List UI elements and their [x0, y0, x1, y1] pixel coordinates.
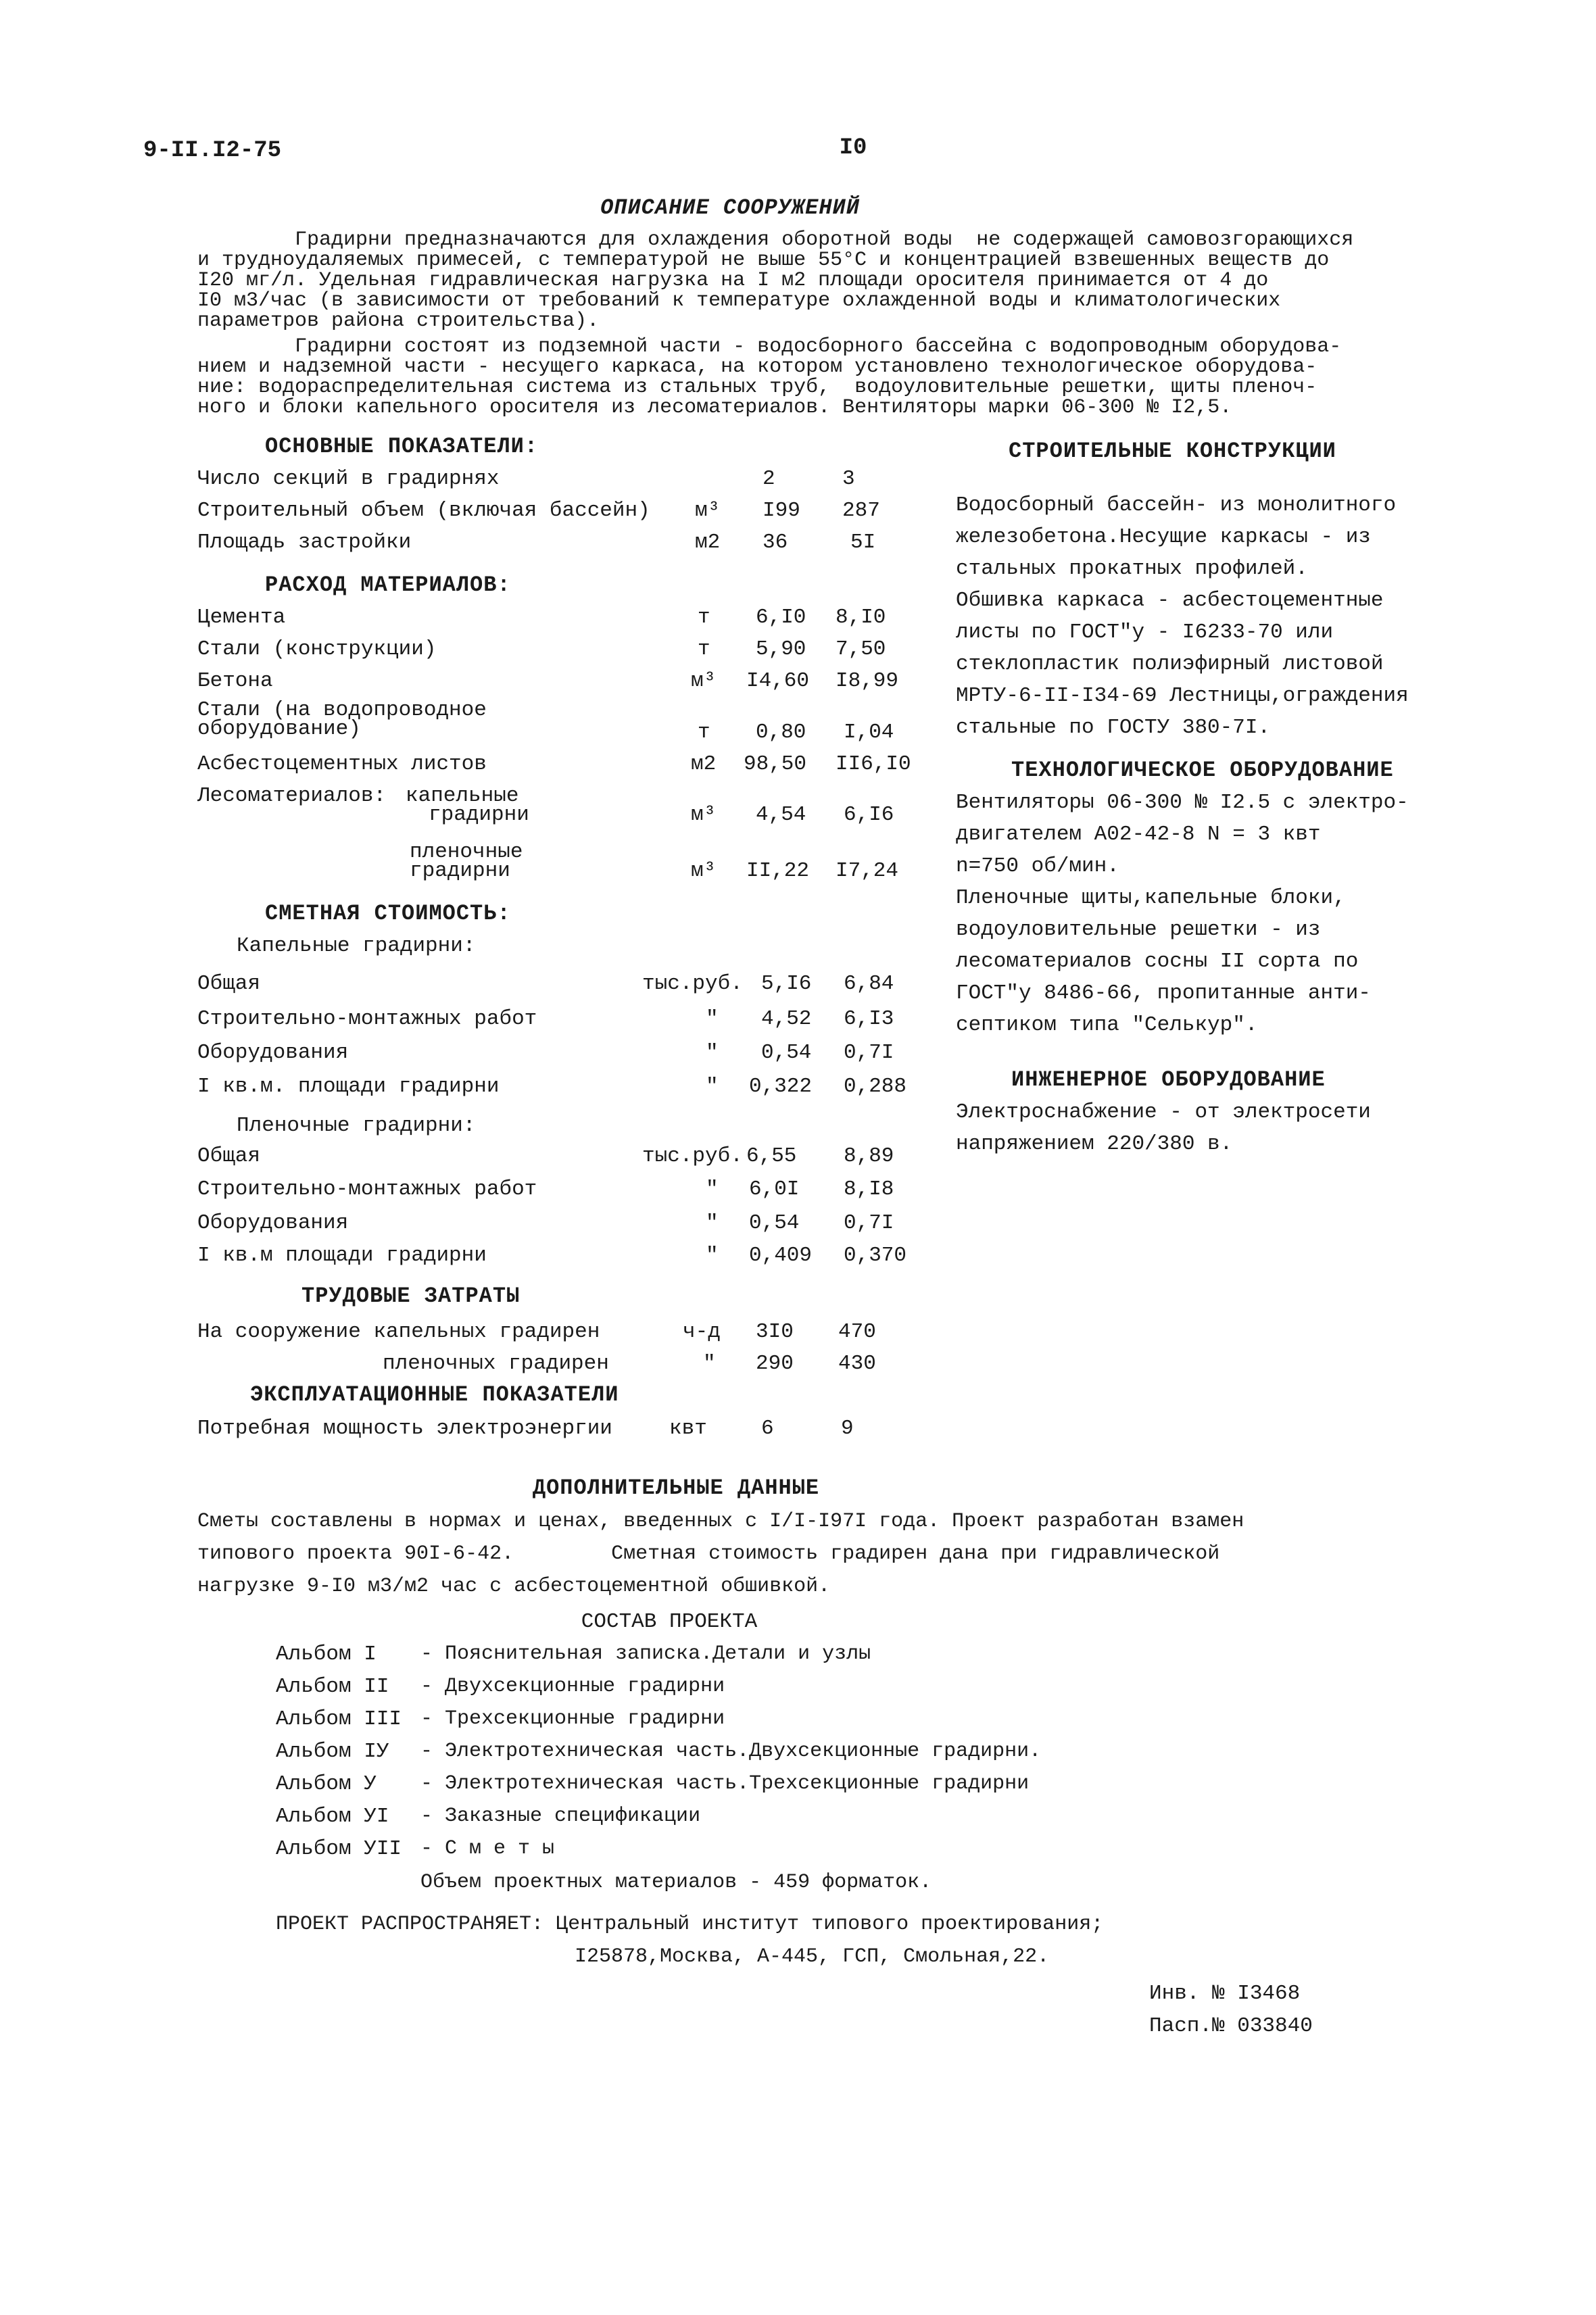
value-2-sections: 4,54 [756, 803, 806, 827]
value-3-sections: 0,288 [844, 1075, 907, 1098]
row-label: Цемента [197, 606, 286, 629]
row-label: Строительный объем (включая бассейн) [197, 499, 650, 522]
value-3-sections: 8,89 [844, 1144, 894, 1168]
row-unit: " [706, 1041, 719, 1065]
row-label: Оборудования [197, 1041, 349, 1065]
description-title: ОПИСАНИЕ СООРУЖЕНИЙ [600, 195, 860, 220]
value-3-sections: 7,50 [836, 637, 886, 661]
value-2-sections: 6 [761, 1417, 774, 1440]
value-2-sections: I4,60 [746, 669, 810, 693]
additional-line: типового проекта 90I-6-42. Сметная стоимость градирен дана при гидравлической [197, 1542, 1220, 1565]
structures-line: листы по ГОСТ"у - I6233-70 или [956, 620, 1334, 644]
value-3-sections: I7,24 [836, 859, 899, 883]
row-unit: м³ [695, 499, 721, 522]
description-line: параметров района строительства). [197, 310, 600, 333]
album-name: Альбом УI [276, 1805, 389, 1828]
value-2-sections: 0,322 [749, 1075, 813, 1098]
value-3-sections: 8,I8 [844, 1177, 894, 1201]
description-line: I20 мг/л. Удельная гидравлическая нагрузка на I м2 площади оросителя принимается от 4 до [197, 269, 1269, 292]
row-sublabel: капельные [406, 784, 519, 808]
value-3-sections: 6,84 [844, 972, 894, 996]
row-label: Потребная мощность электроэнергии [197, 1417, 612, 1440]
value-2-sections: 290 [756, 1352, 794, 1375]
row-unit: т [698, 721, 710, 744]
row-unit: м³ [691, 669, 717, 693]
inventory-number: Инв. № I3468 [1149, 1982, 1301, 2005]
row-unit: " [706, 1177, 719, 1201]
technology-line: двигателем А02-42-8 N = 3 квт [956, 823, 1321, 846]
value-3-sections: 5I [850, 531, 876, 554]
labor-title: ТРУДОВЫЕ ЗАТРАТЫ [301, 1284, 521, 1309]
structures-line: МРТУ-6-II-I34-69 Лестницы,ограждения [956, 684, 1409, 708]
value-2-sections: 2 [763, 467, 775, 491]
page-number: I0 [839, 135, 867, 161]
structures-line: Водосборный бассейн- из монолитного [956, 493, 1397, 517]
album-name: Альбом III [276, 1707, 402, 1731]
row-sublabel-continued: градирни [429, 803, 529, 827]
row-label: Оборудования [197, 1211, 349, 1235]
value-2-sections: 5,I6 [761, 972, 812, 996]
value-2-sections: 6,I0 [756, 606, 806, 629]
structures-title: СТРОИТЕЛЬНЫЕ КОНСТРУКЦИИ [1009, 439, 1336, 464]
row-unit: м³ [691, 859, 717, 883]
estimate-title: СМЕТНАЯ СТОИМОСТЬ: [265, 901, 511, 926]
row-unit: м2 [691, 752, 717, 776]
row-unit: " [703, 1352, 716, 1375]
value-2-sections: 0,54 [761, 1041, 812, 1065]
structures-line: стеклопластик полиэфирный листовой [956, 652, 1384, 676]
row-unit: т [698, 637, 710, 661]
row-unit: " [706, 1075, 719, 1098]
distributor-address: I25878,Москва, А-445, ГСП, Смольная,22. [575, 1945, 1050, 1968]
technology-line: лесоматериалов сосны II сорта по [956, 950, 1359, 973]
album-name: Альбом I [276, 1642, 377, 1666]
structures-line: стальные по ГОСТУ 380-7I. [956, 716, 1271, 739]
value-3-sections: 0,370 [844, 1244, 907, 1267]
row-unit: тыс.руб. [642, 972, 743, 996]
row-unit: квт [669, 1417, 707, 1440]
row-unit: " [706, 1007, 719, 1031]
value-2-sections: 0,409 [749, 1244, 813, 1267]
materials-title: РАСХОД МАТЕРИАЛОВ: [265, 572, 511, 598]
technology-line: водоуловительные решетки - из [956, 918, 1321, 942]
technology-line: септиком типа "Селькур". [956, 1013, 1258, 1037]
row-label: пленочных градирен [383, 1352, 609, 1375]
row-sublabel: пленочные [410, 840, 523, 864]
passport-number: Пасп.№ 033840 [1149, 2014, 1313, 2038]
additional-line: нагрузке 9-I0 м3/м2 час с асбестоцементной обшивкой. [197, 1575, 831, 1598]
row-label: Строительно-монтажных работ [197, 1177, 537, 1201]
album-description: - Трехсекционные градирни [420, 1707, 725, 1730]
structures-line: Обшивка каркаса - асбестоцементные [956, 589, 1384, 612]
distributor-line: ПРОЕКТ РАСПРОСТРАНЯЕТ: Центральный институт типового проектирования; [276, 1913, 1104, 1936]
value-2-sections: 0,80 [756, 721, 806, 744]
album-description: - Электротехническая часть.Трехсекционные градирни [420, 1772, 1030, 1795]
row-label: I кв.м площади градирни [197, 1244, 487, 1267]
description-line: ние: водораспределительная система из стальных труб, водоуловительные решетки, щиты пленоч- [197, 376, 1317, 399]
row-unit: м³ [691, 803, 717, 827]
technology-line: ГОСТ"у 8486-66, пропитанные анти- [956, 981, 1371, 1005]
value-3-sections: 9 [841, 1417, 854, 1440]
structures-line: железобетона.Несущие каркасы - из [956, 525, 1371, 549]
value-2-sections: I99 [763, 499, 800, 522]
additional-title: ДОПОЛНИТЕЛЬНЫЕ ДАННЫЕ [532, 1476, 820, 1501]
value-2-sections: 0,54 [749, 1211, 800, 1235]
album-description: - Двухсекционные градирни [420, 1675, 725, 1698]
row-label: Стали (на водопроводное [197, 698, 487, 722]
main-indicators-title: ОСНОВНЫЕ ПОКАЗАТЕЛИ: [265, 434, 539, 459]
album-description: - Пояснительная записка.Детали и узлы [420, 1642, 871, 1665]
value-3-sections: 0,7I [844, 1041, 894, 1065]
value-2-sections: 6,55 [746, 1144, 797, 1168]
drip-towers-subtitle: Капельные градирни: [237, 934, 476, 958]
description-line: Градирни состоят из подземной части - водосборного бассейна с водопроводным оборудова- [197, 335, 1342, 358]
row-label: Общая [197, 972, 261, 996]
value-3-sections: 3 [842, 467, 855, 491]
value-3-sections: 430 [838, 1352, 876, 1375]
value-3-sections: I,04 [844, 721, 894, 744]
row-unit: ч-д [683, 1320, 721, 1344]
technology-title: ТЕХНОЛОГИЧЕСКОЕ ОБОРУДОВАНИЕ [1011, 758, 1394, 783]
value-2-sections: II,22 [746, 859, 810, 883]
description-line: и трудноудаляемых примесей, с температурой не выше 55°С и концентрацией взвешенных веществ до [197, 249, 1330, 272]
technology-line: Пленочные щиты,капельные блоки, [956, 886, 1346, 910]
value-3-sections: II6,I0 [836, 752, 911, 776]
value-3-sections: 8,I0 [836, 606, 886, 629]
value-2-sections: 5,90 [756, 637, 806, 661]
album-description: - С м е т ы [420, 1837, 555, 1860]
value-2-sections: 98,50 [744, 752, 807, 776]
value-3-sections: 6,I6 [844, 803, 894, 827]
technology-line: n=750 об/мин. [956, 854, 1119, 878]
album-description: - Заказные спецификации [420, 1805, 701, 1828]
engineering-line: напряжением 220/380 в. [956, 1132, 1233, 1156]
value-2-sections: 3I0 [756, 1320, 794, 1344]
additional-line: Сметы составлены в нормах и ценах, введенных с I/I-I97I года. Проект разработан взамен [197, 1510, 1244, 1533]
row-label-continued: оборудование) [197, 717, 361, 741]
value-2-sections: 6,0I [749, 1177, 800, 1201]
row-label: Лесоматериалов: [197, 784, 387, 808]
operational-title: ЭКСПЛУАТАЦИОННЫЕ ПОКАЗАТЕЛИ [250, 1382, 619, 1407]
composition-title: СОСТАВ ПРОЕКТА [581, 1610, 758, 1634]
description-line: Градирни предназначаются для охлаждения оборотной воды не содержащей самовозгорающихся [197, 228, 1354, 251]
row-label: Стали (конструкции) [197, 637, 437, 661]
album-name: Альбом У [276, 1772, 377, 1796]
value-3-sections: I8,99 [836, 669, 899, 693]
value-3-sections: 0,7I [844, 1211, 894, 1235]
description-line: I0 м3/час (в зависимости от требований к температуре охлажденной воды и климатологических [197, 289, 1281, 312]
film-towers-subtitle: Пленочные градирни: [237, 1114, 476, 1138]
document-code: 9-II.I2-75 [143, 138, 282, 164]
value-3-sections: 6,I3 [844, 1007, 894, 1031]
description-line: нием и надземной части - несущего каркаса, на котором установлено технологическое оборудова- [197, 356, 1317, 379]
value-3-sections: 470 [838, 1320, 876, 1344]
row-label: Строительно-монтажных работ [197, 1007, 537, 1031]
album-name: Альбом IУ [276, 1740, 389, 1763]
row-unit: " [706, 1244, 719, 1267]
value-2-sections: 4,52 [761, 1007, 812, 1031]
row-unit: тыс.руб. [642, 1144, 743, 1168]
value-3-sections: 287 [842, 499, 880, 522]
album-name: Альбом II [276, 1675, 389, 1699]
row-sublabel-continued: градирни [410, 859, 510, 883]
engineering-title: ИНЖЕНЕРНОЕ ОБОРУДОВАНИЕ [1011, 1067, 1326, 1092]
value-2-sections: 36 [763, 531, 788, 554]
row-label: Асбестоцементных листов [197, 752, 487, 776]
project-volume: Объем проектных материалов - 459 форматок. [420, 1871, 932, 1894]
album-name: Альбом УII [276, 1837, 402, 1861]
structures-line: стальных прокатных профилей. [956, 557, 1308, 581]
description-line: ного и блоки капельного оросителя из лесоматериалов. Вентиляторы марки 06-300 № I2,5. [197, 396, 1232, 419]
engineering-line: Электроснабжение - от электросети [956, 1100, 1371, 1124]
row-label: Число секций в градирнях [197, 467, 500, 491]
row-unit: " [706, 1211, 719, 1235]
row-label: Площадь застройки [197, 531, 412, 554]
row-unit: т [698, 606, 710, 629]
technology-line: Вентиляторы 06-300 № I2.5 с электро- [956, 791, 1409, 814]
row-label: Бетона [197, 669, 273, 693]
row-label: I кв.м. площади градирни [197, 1075, 500, 1098]
row-unit: м2 [695, 531, 721, 554]
row-label: Общая [197, 1144, 261, 1168]
row-label: На сооружение капельных градирен [197, 1320, 600, 1344]
album-description: - Электротехническая часть.Двухсекционные градирни. [420, 1740, 1042, 1763]
